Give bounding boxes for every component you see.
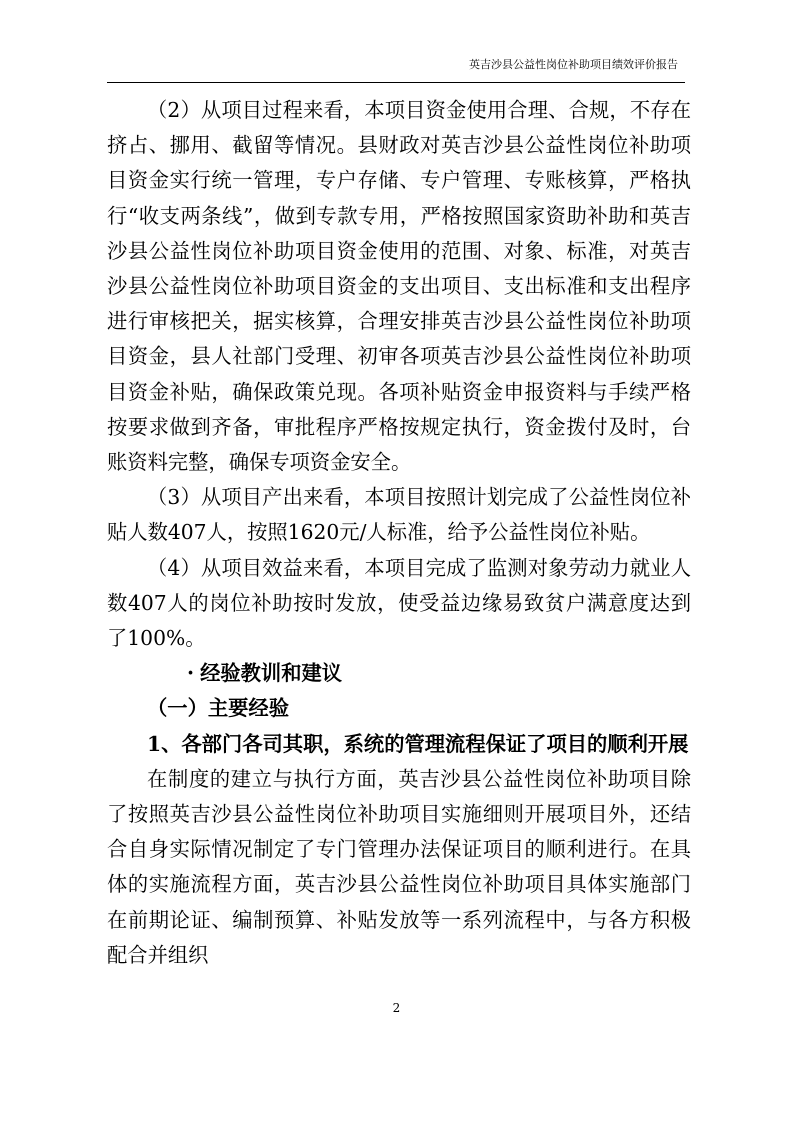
subsection-heading: （一）主要经验 <box>147 696 289 721</box>
section-heading-text: 经验教训和建议 <box>200 661 343 686</box>
bullet-icon: · <box>187 661 195 686</box>
document-body <box>107 93 691 973</box>
paragraph-output: （3）从项目产出来看，本项目按照计划完成了公益性岗位补贴人数407人，按照1620元/人标准，给予公益性岗位补贴。 <box>107 485 691 545</box>
running-header: 英吉沙县公益性岗位补助项目绩效评价报告 <box>469 58 678 71</box>
header-divider <box>107 82 685 83</box>
paragraph-process: （2）从项目过程来看，本项目资金使用合理、合规，不存在挤占、挪用、截留等情况。县财政对英吉沙县公益性岗位补助项目资金实行统一管理，专户存储、专户管理、专账核算，严格执行“收支两条线”，做到专款专用，严格按照国家资助补助和英吉沙县公益性岗位补助项目资金使用的范围、对象、标准，对英吉沙县公益性岗位补助项目资金的支出项目、支出标准和支出程序进行审核把关，据实核算，合理安排英吉沙县公益性岗位补助项目资金，县人社部门受理、初审各项英吉沙县公益性岗位补助项目资金补贴，确保政策兑现。各项补贴资金申报资料与手续严格按要求做到齐备，审批程序严格按规定执行，资金拨付及时，台账资料完整，确保专项资金安全。 <box>107 98 691 475</box>
item-heading: 1、各部门各司其职，系统的管理流程保证了项目的顺利开展 <box>147 731 689 756</box>
paragraph-benefit: （4）从项目效益来看，本项目完成了监测对象劳动力就业人数407人的岗位补助按时发放，使受益边缘易致贫户满意度达到了100%。 <box>107 555 691 651</box>
page-number: 2 <box>392 1001 401 1015</box>
section-heading <box>107 656 691 691</box>
paragraph-experience: 在制度的建立与执行方面，英吉沙县公益性岗位补助项目除了按照英吉沙县公益性岗位补助项目实施细则开展项目外，还结合自身实际情况制定了专门管理办法保证项目的顺利进行。在具体的实施流程方面，英吉沙县公益性岗位补助项目具体实施部门在前期论证、编制预算、补贴发放等一系列流程中，与各方积极配合并组织 <box>107 766 691 967</box>
